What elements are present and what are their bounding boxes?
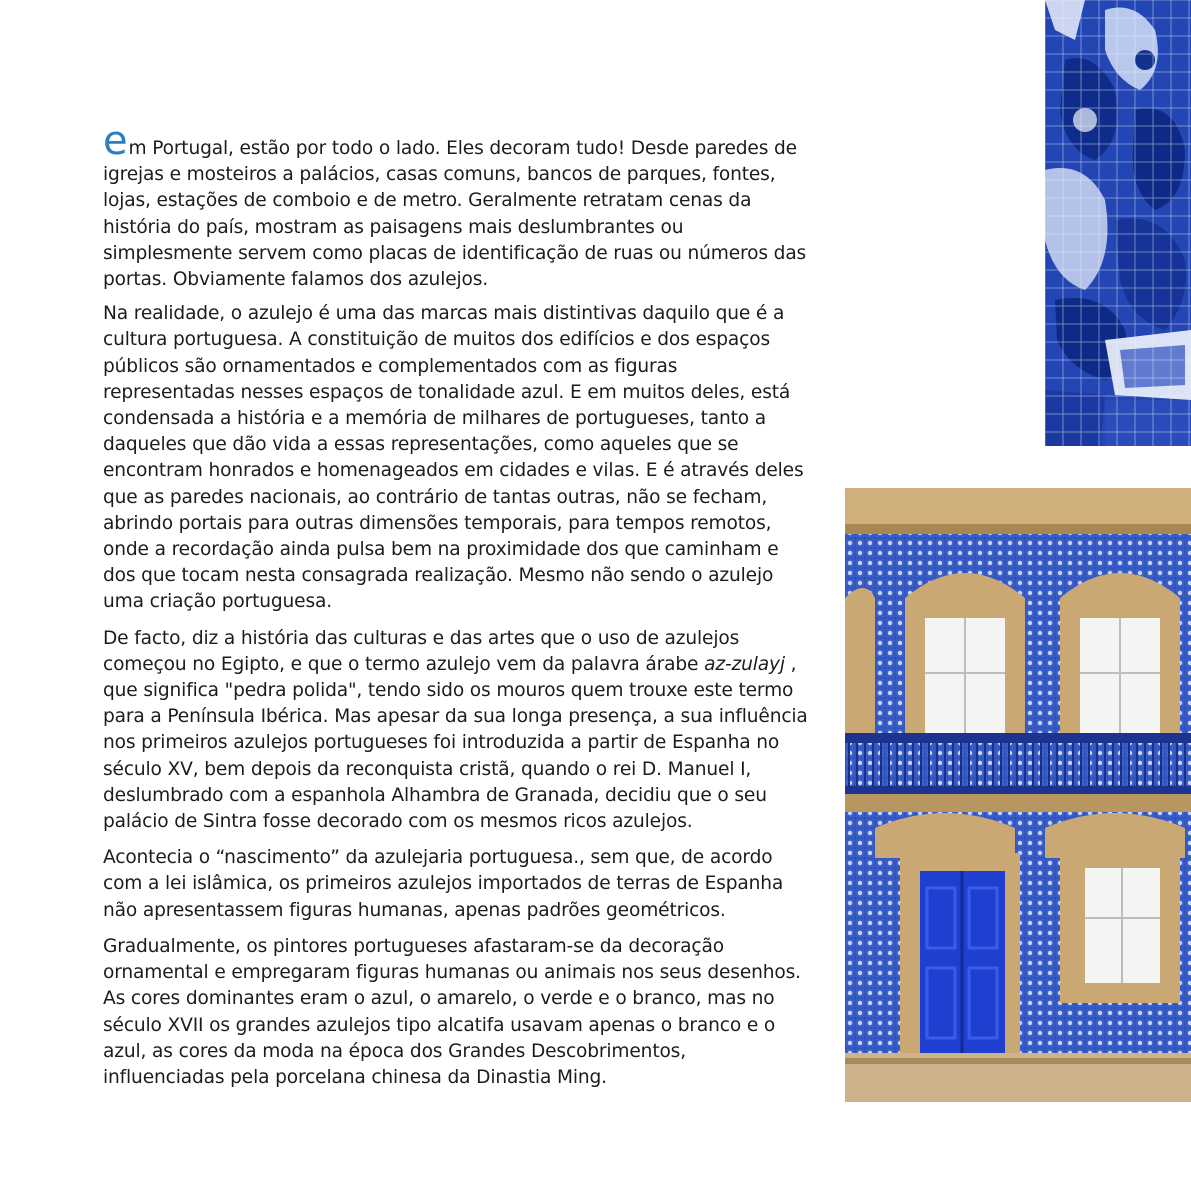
- paragraph-3-text-a: De facto, diz a história das culturas e das artes que o uso de azulejos começou no Egipto, e que o termo azulejo vem da palavra árabe: [103, 627, 740, 675]
- azulejo-scene-illustration: [1045, 0, 1191, 446]
- azulejo-facade-photo: [845, 488, 1191, 1102]
- arabic-term: az-zulayj: [704, 653, 785, 675]
- paragraph-3: [103, 626, 813, 836]
- drop-cap: e: [103, 118, 128, 164]
- azulejo-tile-panel-image: [1045, 0, 1191, 446]
- paragraph-2: Na realidade, o azulejo é uma das marcas mais distintivas daquilo que é a cultura portuguesa. A constituição de muitos dos edifícios e dos espaços públicos são ornamentados e complementados com as figuras representadas nesses espaços de tonalidade azul. E em muitos deles, está condensada a história e a memória de milhares de portugueses, tanto a daqueles que dão vida a essas representações, como aqueles que se encontram honrados e homenageados em cidades e vilas. E é através deles que as paredes nacionais, ao contrário de tantas outras, não se fecham, abrindo portais para outras dimensões temporais, para tempos remotos, onde a recordação ainda pulsa bem na proximidade dos que caminham e dos que tocam nesta consagrada realização. Mesmo não sendo o azulejo uma criação portuguesa.: [103, 303, 804, 613]
- paragraph-3-text-b: , que significa "pedra polida", tendo sido os mouros quem trouxe este termo para a Península Ibérica. Mas apesar da sua longa presença, a sua influência nos primeiros azulejos portugueses foi introduzida a partir de Espanha no século XV, bem depois da reconquista cristã, quando o rei D. Manuel I, deslumbrado com a espanhola Alhambra de Granada, decidiu que o seu palácio de Sintra fosse decorado com os mesmos ricos azulejos.: [103, 653, 808, 833]
- paragraph-1: [103, 118, 813, 293]
- article-body: [103, 118, 813, 1091]
- facade-illustration: [845, 488, 1191, 1102]
- paragraph-1-text: m Portugal, estão por todo o lado. Eles decoram tudo! Desde paredes de igrejas e mosteiros a palácios, casas comuns, bancos de parques, fontes, lojas, estações de comboio e de metro. Geralmente retratam cenas da história do país, mostram as paisagens mais deslumbrantes ou simplesmente servem como placas de identificação de ruas ou números das portas. Obviamente falamos dos azulejos.: [103, 138, 807, 291]
- paragraph-4: Acontecia o “nascimento” da azulejaria portuguesa., sem que, de acordo com a lei islâmica, os primeiros azulejos importados de terras de Espanha não apresentassem figuras humanas, apenas padrões geométricos.: [103, 847, 784, 921]
- paragraph-5: Gradualmente, os pintores portugueses afastaram-se da decoração ornamental e empregaram figuras humanas ou animais nos seus desenhos. As cores dominantes eram o azul, o amarelo, o verde e o branco, mas no século XVII os grandes azulejos tipo alcatifa usavam apenas o branco e o azul, as cores da moda na época dos Grandes Descobrimentos, influenciadas pela porcelana chinesa da Dinastia Ming.: [103, 935, 801, 1088]
